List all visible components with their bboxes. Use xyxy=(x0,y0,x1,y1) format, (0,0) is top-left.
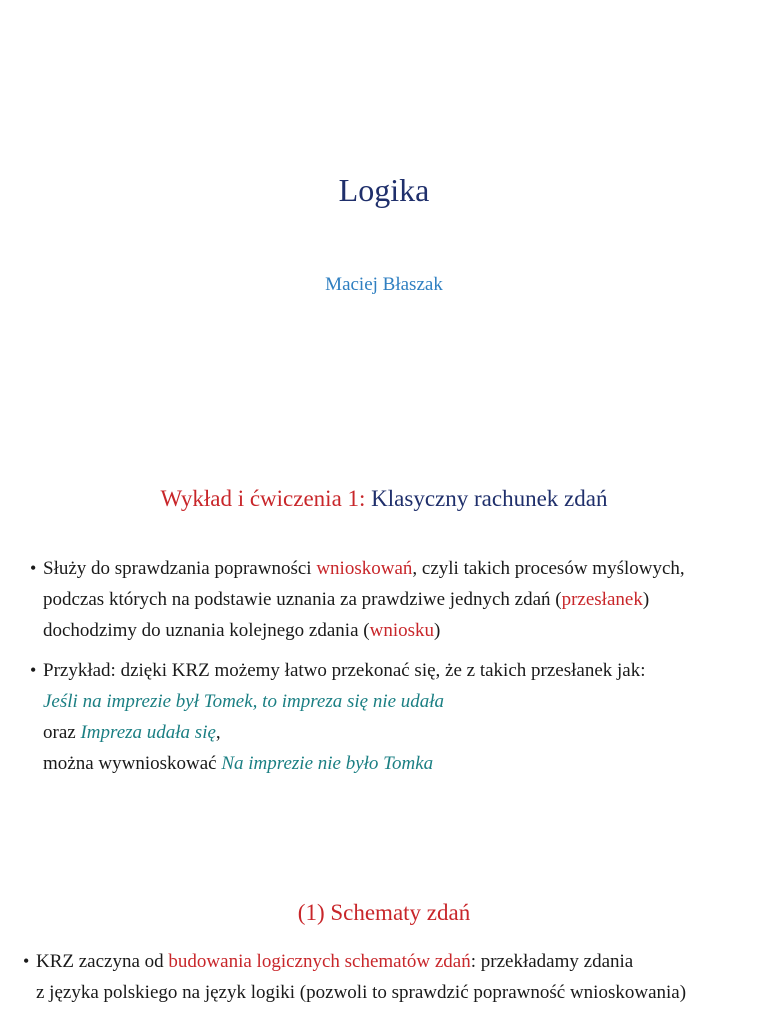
text-span: , czyli takich procesów myślowych, xyxy=(412,558,685,579)
bullet-line xyxy=(36,946,746,977)
text-span: dochodzimy do uznania kolejnego zdania ( xyxy=(43,620,370,641)
text-span: Służy do sprawdzania poprawności xyxy=(43,558,317,579)
bullet-line xyxy=(43,748,743,779)
bullet-line: z języka polskiego na język logiki (pozwoli to sprawdzić poprawność wnioskowania) xyxy=(36,982,687,1003)
text-span: ) xyxy=(642,589,650,610)
lecture-topic: Klasyczny rachunek zdań xyxy=(371,486,608,511)
section-heading-lecture xyxy=(0,484,768,514)
bullet-schemas xyxy=(23,946,746,1008)
bullet-dot-icon: • xyxy=(23,951,30,971)
author-name: Maciej Błaszak xyxy=(325,274,443,295)
bullet-line xyxy=(43,584,743,615)
text-span: podczas których na podstawie uznania za prawdziwe jednych zdań ( xyxy=(43,589,562,610)
example-premise-2: Impreza udała się xyxy=(80,722,216,743)
text-span: : przekładamy zdania xyxy=(470,951,634,972)
term-wniosku: wniosku xyxy=(369,620,434,641)
text-span: , xyxy=(215,722,221,743)
bullet-dot-icon: • xyxy=(30,558,37,578)
text-span: oraz xyxy=(43,722,81,743)
bullet-line: Przykład: dzięki KRZ możemy łatwo przekonać się, że z takich przesłanek jak: xyxy=(43,660,646,681)
bullet-line xyxy=(43,717,743,748)
example-conclusion: Na imprezie nie było Tomka xyxy=(221,753,434,774)
term-schemas: budowania logicznych schematów zdań xyxy=(168,951,471,972)
example-premise-1: Jeśli na imprezie był Tomek, to impreza się nie udała xyxy=(43,691,445,712)
section-heading-schemas: (1) Schematy zdań xyxy=(297,900,471,925)
bullet-line xyxy=(43,553,743,584)
bullet-purpose xyxy=(30,553,743,646)
term-przeslanek: przesłanek xyxy=(561,589,643,610)
bullet-dot-icon: • xyxy=(30,660,37,680)
text-span: KRZ zaczyna od xyxy=(36,951,169,972)
bullet-example xyxy=(30,655,743,779)
document-title: Logika xyxy=(338,172,430,208)
text-span: można wywnioskować xyxy=(43,753,222,774)
term-wnioskowan: wnioskowań xyxy=(316,558,413,579)
bullet-line xyxy=(43,615,743,646)
text-span: ) xyxy=(434,620,441,641)
lecture-number: Wykład i ćwiczenia 1: xyxy=(160,486,366,511)
